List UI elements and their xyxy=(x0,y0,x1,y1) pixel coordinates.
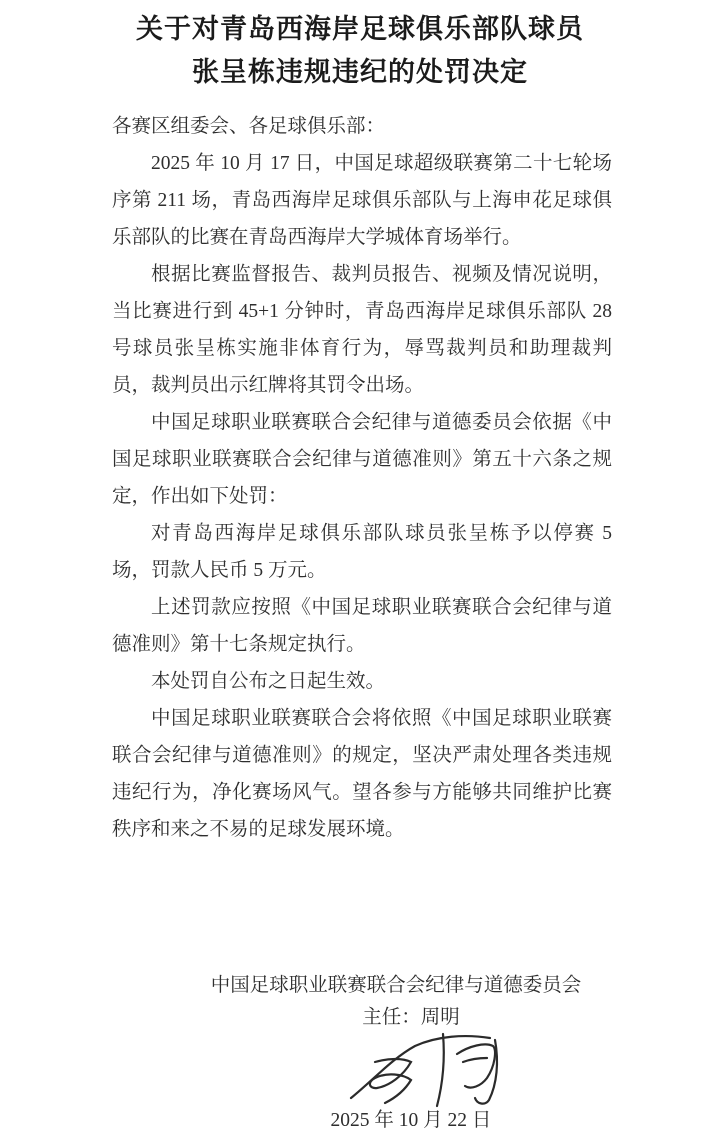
signature-signer: 主任：周明 xyxy=(362,1007,460,1028)
paragraph: 本处罚自公布之日起生效。 xyxy=(151,671,386,692)
paragraph: 上述罚款应按照《中国足球职业联赛联合会纪律与道德准则》第十七条规定执行。 xyxy=(112,597,612,655)
signature-date: 2025 年 10 月 22 日 xyxy=(330,1110,492,1131)
document-body xyxy=(112,108,612,848)
paragraph: 对青岛西海岸足球俱乐部队球员张呈栋予以停赛 5 场，罚款人民币 5 万元。 xyxy=(112,523,612,581)
handwritten-signature-image xyxy=(345,1028,520,1108)
title-line-1: 关于对青岛西海岸足球俱乐部队球员 xyxy=(136,14,584,44)
title-line-2: 张呈栋违规违纪的处罚决定 xyxy=(192,57,528,87)
paragraph: 中国足球职业联赛联合会纪律与道德委员会依据《中国足球职业联赛联合会纪律与道德准则》第五十六条之规定，作出如下处罚： xyxy=(112,412,612,507)
paragraph: 根据比赛监督报告、裁判员报告、视频及情况说明，当比赛进行到 45+1 分钟时，青岛西海岸足球俱乐部队 28 号球员张呈栋实施非体育行为，辱骂裁判员和助理裁判员，裁判员出示红牌将其罚令出场。 xyxy=(112,264,612,396)
signature-organization: 中国足球职业联赛联合会纪律与道德委员会 xyxy=(210,975,582,996)
paragraph: 中国足球职业联赛联合会将依照《中国足球职业联赛联合会纪律与道德准则》的规定，坚决严肃处理各类违规违纪行为，净化赛场风气。望各参与方能够共同维护比赛秩序和来之不易的足球发展环境。 xyxy=(112,708,612,840)
paragraph: 2025 年 10 月 17 日，中国足球超级联赛第二十七轮场序第 211 场，青岛西海岸足球俱乐部队与上海申花足球俱乐部队的比赛在青岛西海岸大学城体育场举行。 xyxy=(112,153,612,248)
salutation: 各赛区组委会、各足球俱乐部： xyxy=(112,116,386,137)
document-title xyxy=(0,8,720,94)
